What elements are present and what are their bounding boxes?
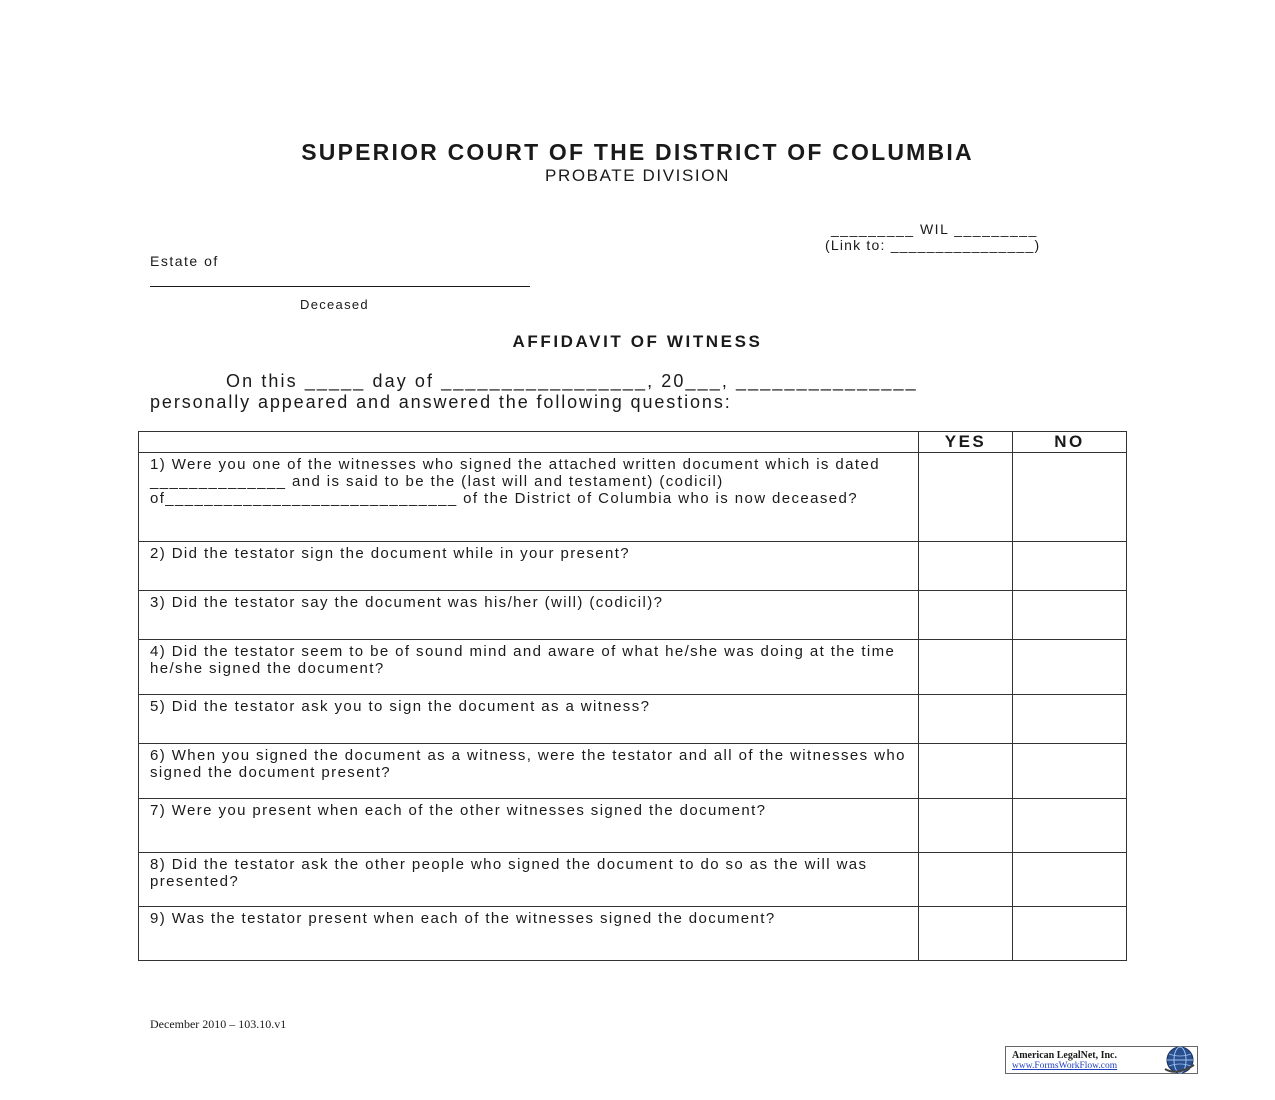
table-row <box>139 907 1127 961</box>
yes-answer-cell[interactable] <box>919 853 1013 907</box>
table-row <box>139 853 1127 907</box>
estate-label: Estate of <box>150 253 219 269</box>
no-answer-cell[interactable] <box>1013 907 1127 961</box>
division-title: PROBATE DIVISION <box>545 166 730 185</box>
questions-table <box>138 431 1127 961</box>
table-row <box>139 453 1127 542</box>
globe-icon <box>1162 1045 1196 1075</box>
yes-answer-cell[interactable] <box>919 799 1013 853</box>
no-answer-cell[interactable] <box>1013 799 1127 853</box>
publisher-logo[interactable] <box>1005 1046 1198 1074</box>
question-text: 8) Did the testator ask the other people who signed the document to do so as the will was presented? <box>139 853 919 907</box>
question-text: 5) Did the testator ask you to sign the document as a witness? <box>139 695 919 744</box>
yes-answer-cell[interactable] <box>919 695 1013 744</box>
question-header <box>139 432 919 453</box>
question-text: 2) Did the testator sign the document while in your present? <box>139 542 919 591</box>
yes-answer-cell[interactable] <box>919 640 1013 695</box>
publisher-name: American LegalNet, Inc. <box>1012 1050 1117 1061</box>
yes-answer-cell[interactable] <box>919 453 1013 542</box>
table-row <box>139 591 1127 640</box>
intro-line-1: On this _____ day of _________________, 20___, _______________ <box>226 371 918 391</box>
question-text: 4) Did the testator seem to be of sound mind and aware of what he/she was doing at the time he/she signed the document? <box>139 640 919 695</box>
form-title: AFFIDAVIT OF WITNESS <box>512 332 763 351</box>
table-row <box>139 542 1127 591</box>
question-text: 7) Were you present when each of the other witnesses signed the document? <box>139 799 919 853</box>
wil-case-number-field[interactable]: _________ WIL _________ <box>831 221 1038 237</box>
intro-line-2: personally appeared and answered the following questions: <box>150 392 732 412</box>
publisher-website-link[interactable]: www.FormsWorkFlow.com <box>1012 1061 1118 1071</box>
question-text: 3) Did the testator say the document was his/her (will) (codicil)? <box>139 591 919 640</box>
yes-header: YES <box>919 432 1013 453</box>
question-text: 1) Were you one of the witnesses who signed the attached written document which is dated ______________ and is said to be the (last will and testament) (codicil) of______________________________ of the District of Columbia who is now deceased? <box>139 453 919 542</box>
link-to-field[interactable]: (Link to: ________________) <box>825 237 1041 253</box>
no-header: NO <box>1013 432 1127 453</box>
deceased-label: Deceased <box>300 297 369 312</box>
yes-answer-cell[interactable] <box>919 744 1013 799</box>
yes-answer-cell[interactable] <box>919 542 1013 591</box>
no-answer-cell[interactable] <box>1013 542 1127 591</box>
yes-answer-cell[interactable] <box>919 591 1013 640</box>
no-answer-cell[interactable] <box>1013 744 1127 799</box>
yes-answer-cell[interactable] <box>919 907 1013 961</box>
question-text: 9) Was the testator present when each of the witnesses signed the document? <box>139 907 919 961</box>
table-row <box>139 744 1127 799</box>
no-answer-cell[interactable] <box>1013 453 1127 542</box>
table-row <box>139 799 1127 853</box>
table-header-row <box>139 432 1127 453</box>
no-answer-cell[interactable] <box>1013 853 1127 907</box>
court-title: SUPERIOR COURT OF THE DISTRICT OF COLUMBIA <box>301 139 974 165</box>
form-version: December 2010 – 103.10.v1 <box>150 1017 287 1031</box>
question-text: 6) When you signed the document as a witness, were the testator and all of the witnesses who signed the document present? <box>139 744 919 799</box>
table-row <box>139 640 1127 695</box>
no-answer-cell[interactable] <box>1013 695 1127 744</box>
deceased-name-line[interactable] <box>150 286 530 287</box>
no-answer-cell[interactable] <box>1013 640 1127 695</box>
no-answer-cell[interactable] <box>1013 591 1127 640</box>
table-row <box>139 695 1127 744</box>
